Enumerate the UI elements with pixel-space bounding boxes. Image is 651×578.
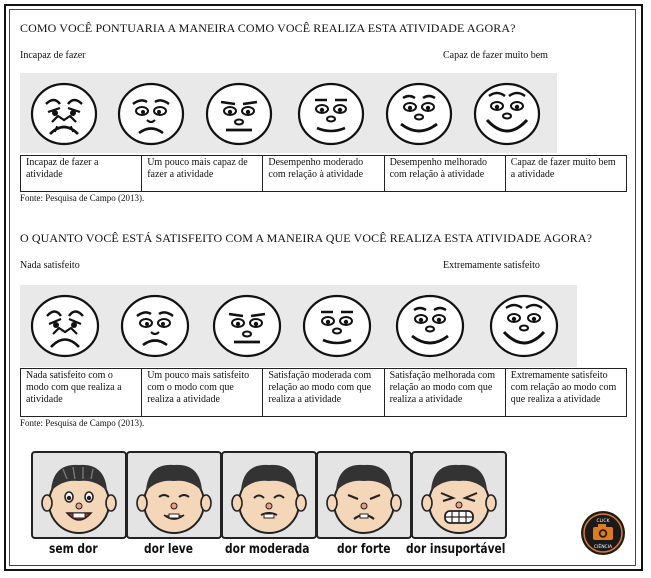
cartoon-face-no-pain-icon <box>33 453 125 537</box>
label-cell: Nada satisfeito com o modo com que realiza a atividade <box>21 369 142 417</box>
source-note-2: Fonte: Pesquisa de Campo (2013). <box>20 418 145 428</box>
face-able-icon <box>385 82 453 146</box>
face-not-satisfied-icon <box>30 294 100 358</box>
pain-panel-mild <box>126 451 222 539</box>
camera-icon <box>580 510 626 556</box>
label-cell: Incapaz de fazer a atividade <box>21 156 142 192</box>
scale-right-label-2: Extremamente satisfeito <box>443 260 540 271</box>
badge-text-bottom: CIÊNCIA <box>593 545 613 550</box>
pain-label-no-pain: sem dor <box>49 542 98 557</box>
label-cell: Um pouco mais capaz de fazer a atividade <box>142 156 263 192</box>
badge-text-top: CLICK <box>596 519 610 524</box>
scale-left-label-2: Nada satisfeito <box>20 260 80 271</box>
question-1: COMO VOCÊ PONTUARIA A MANEIRA COMO VOCÊ REALIZA ESTA ATIVIDADE AGORA? <box>20 21 516 35</box>
face-very-able-icon <box>473 82 541 146</box>
cartoon-face-moderate-pain-icon <box>223 453 315 537</box>
pain-panel-no-pain <box>31 451 127 539</box>
label-cell: Satisfação moderada com relação ao modo com que realiza a atividade <box>263 369 384 417</box>
labels-table-1 <box>20 155 627 192</box>
face-moderately-satisfied-icon <box>212 294 282 358</box>
source-note-1: Fonte: Pesquisa de Campo (2013). <box>20 193 145 203</box>
pain-label-unbearable: dor insuportável <box>406 542 506 557</box>
cartoon-face-mild-pain-icon <box>128 453 220 537</box>
face-satisfied-icon <box>395 294 465 358</box>
face-improved-satisfaction-icon <box>302 294 372 358</box>
label-cell: Extremamente satisfeito com relação ao modo com que realiza a atividade <box>505 369 626 417</box>
label-cell: Um pouco mais satisfeito com o modo com que realiza a atividade <box>142 369 263 417</box>
face-slightly-able-icon <box>117 82 185 146</box>
question-2: O QUANTO VOCÊ ESTÁ SATISFEITO COM A MANEIRA QUE VOCÊ REALIZA ESTA ATIVIDADE AGORA? <box>20 231 593 245</box>
label-cell: Desempenho melhorado com relação à atividade <box>384 156 505 192</box>
label-cell: Desempenho moderado com relação à atividade <box>263 156 384 192</box>
pain-panel-moderate <box>221 451 317 539</box>
face-improved-icon <box>297 82 365 146</box>
pain-label-severe: dor forte <box>337 542 391 557</box>
pain-panel-severe <box>316 451 412 539</box>
face-moderate-icon <box>205 82 273 146</box>
scale-left-label-1: Incapaz de fazer <box>20 50 86 61</box>
label-cell: Capaz de fazer muito bem a atividade <box>505 156 626 192</box>
cartoon-face-severe-pain-icon <box>318 453 410 537</box>
face-extremely-satisfied-icon <box>489 294 559 358</box>
face-unable-icon <box>30 82 98 146</box>
cartoon-face-unbearable-pain-icon <box>413 453 505 537</box>
pain-panel-unbearable <box>411 451 507 539</box>
pain-label-moderate: dor moderada <box>225 542 310 557</box>
face-slightly-satisfied-icon <box>120 294 190 358</box>
label-cell: Satisfação melhorada com relação ao modo com que realiza a atividade <box>384 369 505 417</box>
pain-label-mild: dor leve <box>144 542 193 557</box>
labels-table-2 <box>20 368 627 417</box>
scale-right-label-1: Capaz de fazer muito bem <box>443 50 548 61</box>
